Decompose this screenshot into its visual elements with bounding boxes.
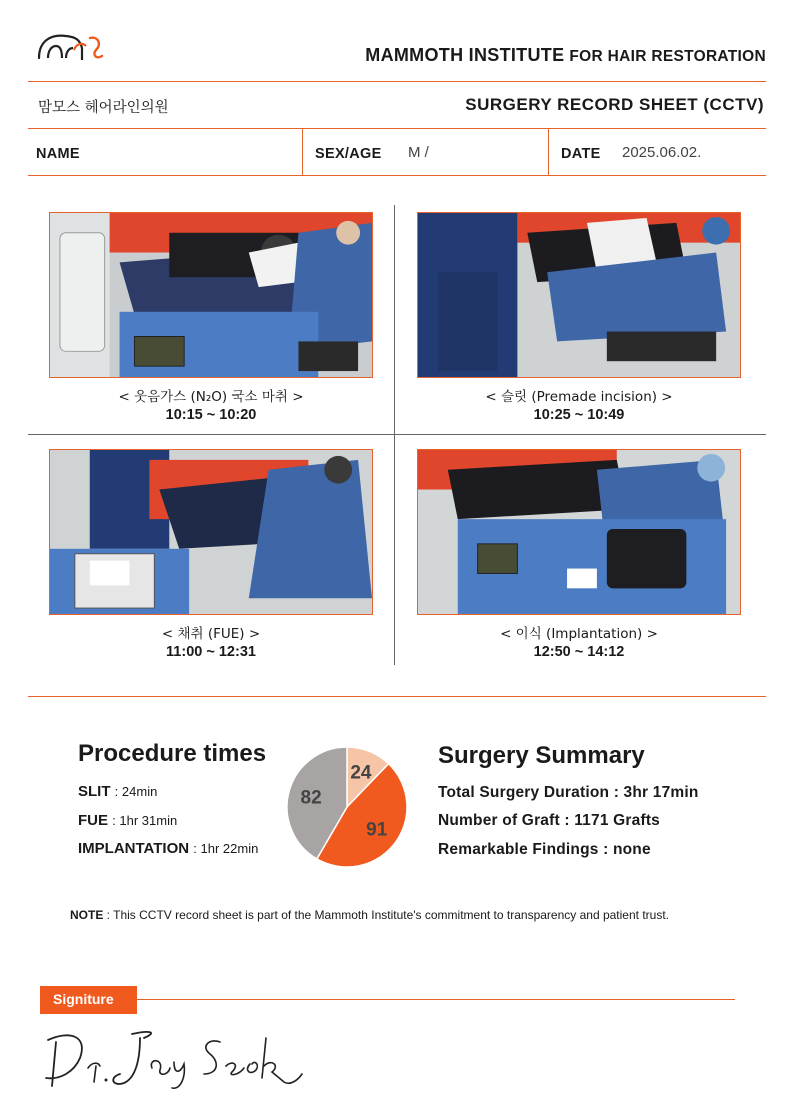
note-text: NOTE : This CCTV record sheet is part of the Mammoth Institute's commitment to transparency and patient trust.	[70, 908, 669, 922]
note-label: NOTE	[70, 908, 104, 922]
procedure-value: 1hr 31min	[119, 813, 178, 828]
photo-caption-implantation	[417, 625, 741, 661]
name-label: NAME	[36, 146, 80, 162]
mammoth-logo-icon	[36, 30, 108, 66]
procedure-label: IMPLANTATION	[78, 840, 190, 857]
photo-time: 10:25 ~ 10:49	[533, 407, 625, 423]
divider-info-bottom	[28, 175, 766, 176]
brand-name	[365, 45, 766, 66]
signature-line	[137, 999, 735, 1000]
photo-grid-divider-horizontal	[28, 434, 766, 435]
procedure-times-pie-chart	[284, 744, 410, 870]
signature-image	[40, 1028, 310, 1094]
cctv-photo-anesthesia	[49, 212, 373, 378]
photo-caption-anesthesia	[49, 388, 373, 424]
procedure-value: 1hr 22min	[200, 841, 259, 856]
procedure-row-slit: SLIT : 24min	[78, 783, 158, 800]
sheet-title: SURGERY RECORD SHEET (CCTV)	[465, 95, 764, 114]
photo-caption-slit	[417, 388, 741, 424]
date-value: 2025.06.02.	[622, 144, 702, 161]
brand-main: MAMMOTH INSTITUTE	[365, 45, 565, 65]
divider-col-1	[302, 129, 303, 176]
divider-top	[28, 81, 766, 82]
date-label: DATE	[561, 146, 601, 162]
signature-label: Signiture	[40, 986, 137, 1014]
surgery-summary-title: Surgery Summary	[438, 742, 645, 769]
photo-time: 10:15 ~ 10:20	[165, 407, 257, 423]
divider-info-top	[28, 128, 766, 129]
divider-col-2	[548, 129, 549, 176]
photo-title: < 이식 (Implantation) >	[500, 626, 658, 642]
photo-caption-fue	[49, 625, 373, 661]
pie-label-implantation: 82	[300, 787, 322, 809]
procedure-label: FUE	[78, 812, 108, 829]
note-body: This CCTV record sheet is part of the Mammoth Institute's commitment to transparency and patient trust.	[113, 908, 669, 922]
brand-sub: FOR HAIR RESTORATION	[569, 48, 766, 65]
procedure-label: SLIT	[78, 783, 111, 800]
cctv-photo-slit	[417, 212, 741, 378]
sexage-value: M /	[408, 144, 429, 161]
summary-total-duration: Total Surgery Duration : 3hr 17min	[438, 784, 699, 801]
sexage-label: SEX/AGE	[315, 146, 382, 162]
procedure-value: 24min	[121, 784, 158, 799]
cctv-photo-fue	[49, 449, 373, 615]
photo-title: < 웃음가스 (N₂O) 국소 마취 >	[118, 389, 304, 405]
summary-graft-count: Number of Graft : 1171 Grafts	[438, 812, 660, 829]
photo-grid-divider-vertical	[394, 205, 395, 665]
photo-title: < 채취 (FUE) >	[161, 626, 261, 642]
procedure-row-fue: FUE : 1hr 31min	[78, 812, 178, 829]
pie-label-slit: 24	[350, 762, 372, 784]
cctv-photo-implantation	[417, 449, 741, 615]
procedure-times-title: Procedure times	[78, 740, 267, 767]
divider-bottom-section	[28, 696, 766, 697]
photo-time: 12:50 ~ 14:12	[533, 644, 625, 660]
summary-remarkable-findings: Remarkable Findings : none	[438, 841, 651, 858]
pie-label-fue: 91	[366, 819, 388, 841]
photo-time: 11:00 ~ 12:31	[166, 644, 256, 660]
photo-title: < 슬릿 (Premade incision) >	[485, 389, 673, 405]
clinic-korean-name: 맘모스 헤어라인의원	[38, 100, 169, 116]
procedure-row-implantation: IMPLANTATION : 1hr 22min	[78, 840, 259, 857]
